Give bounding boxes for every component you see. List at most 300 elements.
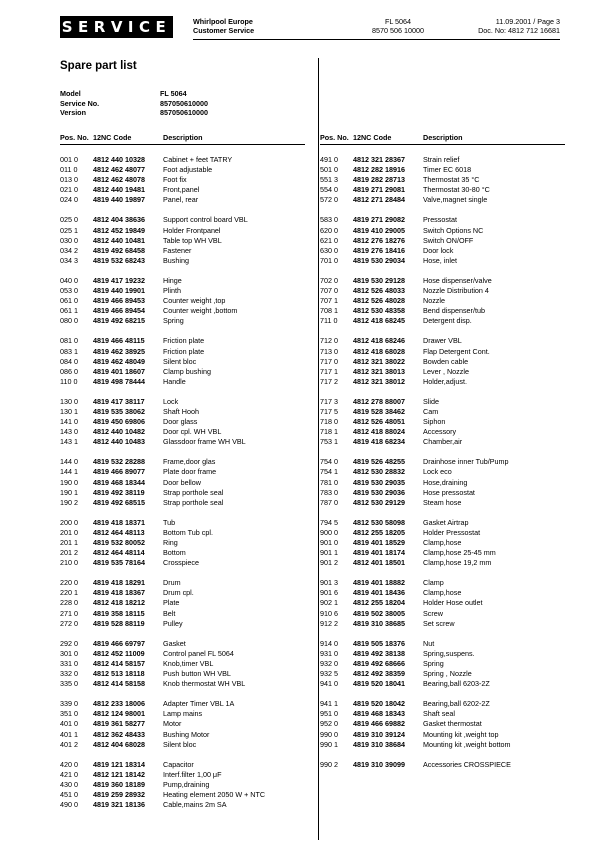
pos-number: 301 0	[60, 648, 78, 658]
pos-number: 941 1	[320, 699, 338, 709]
part-row	[60, 316, 310, 326]
pos-number: 901 1	[320, 548, 338, 558]
part-row	[60, 185, 310, 195]
part-row	[320, 538, 570, 548]
part-description: Drawer VBL	[423, 336, 462, 346]
pos-number: 702 0	[320, 275, 338, 285]
part-code: 4812 452 19849	[93, 225, 145, 235]
part-row	[320, 719, 570, 729]
part-code: 4819 418 68234	[353, 437, 405, 447]
part-description: Holder Hose outlet	[423, 598, 483, 608]
part-description: Holder,adjust.	[423, 376, 467, 386]
parts-group	[320, 155, 570, 205]
part-code: 4812 526 48028	[353, 296, 405, 306]
column-divider	[318, 58, 319, 840]
part-row	[60, 175, 310, 185]
part-description: Set screw	[423, 618, 455, 628]
column-header	[320, 133, 570, 143]
part-description: Belt	[163, 608, 176, 618]
part-code: 4819 462 48049	[93, 356, 145, 366]
part-row	[60, 377, 310, 387]
pos-number: 220 1	[60, 588, 78, 598]
part-code: 4812 418 68246	[353, 336, 405, 346]
part-row	[320, 679, 570, 689]
pos-number: 061 0	[60, 296, 78, 306]
part-description: Cam	[423, 406, 439, 416]
part-code: 4819 466 89454	[93, 306, 145, 316]
meta-value: 857050610000	[160, 108, 208, 117]
part-description: Clamp,hose 19,2 mm	[423, 558, 492, 568]
pos-number: 491 0	[320, 155, 338, 164]
pos-number: 620 0	[320, 225, 338, 235]
part-row	[320, 467, 570, 477]
part-code: 4819 401 18174	[353, 548, 405, 558]
part-row	[60, 679, 310, 689]
part-description: Steam hose	[423, 497, 462, 507]
part-row	[60, 256, 310, 266]
part-row	[320, 740, 570, 750]
part-row	[320, 175, 570, 185]
part-code: 4819 528 88119	[93, 618, 145, 628]
pos-number: 901 6	[320, 588, 338, 598]
part-code: 4812 321 38012	[353, 376, 405, 386]
pos-number: 551 3	[320, 175, 338, 185]
part-code: 4819 528 38462	[353, 406, 405, 416]
pos-number: 717 3	[320, 396, 338, 406]
part-code: 4812 464 48113	[93, 527, 145, 537]
parts-group	[60, 518, 310, 568]
part-row	[320, 195, 570, 205]
pos-number: 554 0	[320, 185, 338, 195]
pos-number: 718 1	[320, 427, 338, 437]
part-row	[60, 760, 310, 770]
part-row	[60, 528, 310, 538]
pos-number: 901 2	[320, 558, 338, 568]
part-row	[60, 226, 310, 236]
part-code: 4812 464 48114	[93, 548, 145, 558]
parts-group	[320, 336, 570, 386]
pos-number: 011 0	[60, 165, 78, 175]
part-description: Push button WH VBL	[163, 669, 231, 679]
part-row	[60, 437, 310, 447]
pos-number: 401 0	[60, 719, 78, 729]
pos-number: 141 0	[60, 417, 78, 427]
part-description: Interf.filter 1,00 μF	[163, 769, 222, 779]
part-description: Accessories CROSSPIECE	[423, 759, 511, 769]
part-code: 4819 505 18376	[353, 638, 405, 648]
part-description: Friction plate	[163, 346, 205, 356]
pos-number: 711 0	[320, 316, 338, 326]
part-code: 4819 532 28288	[93, 457, 145, 467]
part-description: Accessory	[423, 427, 457, 437]
part-code: 4819 530 29035	[353, 477, 405, 487]
part-row	[60, 609, 310, 619]
model-info	[60, 89, 208, 118]
part-row	[60, 336, 310, 346]
part-description: Mounting kit ,weight bottom	[423, 739, 511, 749]
part-description: Knob,timer VBL	[163, 658, 214, 668]
part-description: Detergent disp.	[423, 316, 472, 326]
pos-number: 086 0	[60, 366, 78, 376]
part-row	[320, 558, 570, 568]
part-description: Bushing	[163, 255, 189, 265]
part-code: 4812 418 88024	[353, 427, 405, 437]
part-description: Capacitor	[163, 759, 194, 769]
pos-number: 717 5	[320, 406, 338, 416]
part-code: 4819 310 38685	[353, 618, 405, 628]
parts-group	[320, 760, 570, 770]
part-row	[60, 578, 310, 588]
part-description: Siphon	[423, 417, 446, 427]
part-code: 4812 452 11009	[93, 648, 145, 658]
part-description: Clamp,hose 25-45 mm	[423, 548, 496, 558]
part-code: 4819 121 18314	[93, 759, 145, 769]
part-description: Ring	[163, 538, 178, 547]
date-page: 11.09.2001 / Page 3	[495, 17, 560, 26]
pos-number: 932 0	[320, 658, 338, 668]
part-description: Valve,magnet single	[423, 195, 488, 205]
part-description: Timer EC 6018	[423, 165, 472, 175]
parts-group	[320, 215, 570, 265]
part-row	[60, 740, 310, 750]
part-code: 4819 401 18529	[353, 538, 405, 547]
part-row	[320, 578, 570, 588]
part-code: 4812 276 18276	[353, 235, 405, 245]
part-code: 4812 526 48051	[353, 417, 405, 427]
part-code: 4812 440 10483	[93, 437, 145, 447]
part-description: Door cpl. WH VBL	[163, 427, 222, 437]
part-code: 4819 358 18115	[93, 608, 145, 618]
pos-number: 143 0	[60, 427, 78, 437]
part-description: Lever , Nozzle	[423, 366, 469, 376]
part-code: 4812 124 98001	[93, 709, 145, 719]
part-row	[60, 246, 310, 256]
part-description: Chamber,air	[423, 437, 463, 447]
pos-number: 712 0	[320, 336, 338, 346]
pos-number: 332 0	[60, 669, 78, 679]
part-code: 4812 530 58098	[353, 517, 405, 527]
pos-number: 201 1	[60, 538, 78, 547]
part-description: Gasket Airtrap	[423, 517, 469, 527]
pos-number: 272 0	[60, 618, 78, 628]
part-description: Bottom	[163, 548, 186, 558]
part-description: Bottom Tub cpl.	[163, 527, 213, 537]
part-description: Panel, rear	[163, 195, 199, 205]
part-description: Heating element 2050 W + NTC	[163, 789, 266, 799]
part-row	[320, 457, 570, 467]
parts-list-right	[320, 155, 570, 770]
part-description: Clamp bushing	[163, 366, 211, 376]
part-code: 4812 321 28367	[353, 155, 405, 164]
part-description: Clamp,hose	[423, 588, 462, 598]
header-rule	[60, 144, 305, 145]
parts-group	[60, 336, 310, 386]
pos-number: 630 0	[320, 245, 338, 255]
pos-number: 902 1	[320, 598, 338, 608]
pos-number: 932 5	[320, 669, 338, 679]
part-code: 4812 418 68245	[353, 316, 405, 326]
parts-group	[60, 639, 310, 689]
part-row	[320, 236, 570, 246]
pos-number: 910 6	[320, 608, 338, 618]
part-code: 4819 259 28932	[93, 789, 145, 799]
parts-group	[320, 639, 570, 689]
part-description: Nut	[423, 638, 435, 648]
part-code: 4819 360 18189	[93, 779, 145, 789]
pos-number: 952 0	[320, 719, 338, 729]
pos-number: 754 1	[320, 467, 338, 477]
pos-header: Pos. No.	[60, 133, 89, 142]
part-description: Pump,draining	[163, 779, 210, 789]
part-description: Friction plate	[163, 336, 205, 346]
part-row	[320, 730, 570, 740]
part-row	[60, 598, 310, 608]
part-code: 4812 462 48078	[93, 175, 145, 185]
part-description: Spring,suspens.	[423, 648, 475, 658]
part-code: 4819 466 69882	[353, 719, 405, 729]
part-code: 4819 492 68515	[93, 497, 145, 507]
part-description: Counter weight ,bottom	[163, 306, 238, 316]
part-row	[320, 548, 570, 558]
pos-number: 794 5	[320, 517, 338, 527]
part-description: Control panel FL 5064	[163, 648, 234, 658]
pos-number: 717 2	[320, 376, 338, 386]
part-code: 4819 466 48115	[93, 336, 145, 346]
pos-number: 430 0	[60, 779, 78, 789]
part-code: 4812 404 68028	[93, 739, 145, 749]
pos-number: 220 0	[60, 578, 78, 588]
part-row	[60, 498, 310, 508]
pos-header: Pos. No.	[320, 133, 349, 142]
part-code: 4812 278 88007	[353, 396, 405, 406]
pos-number: 061 1	[60, 306, 78, 316]
part-description: Spring , Nozzle	[423, 669, 472, 679]
parts-group	[320, 578, 570, 628]
pos-number: 941 0	[320, 679, 338, 689]
pos-number: 753 1	[320, 437, 338, 447]
pos-number: 707 0	[320, 286, 338, 296]
part-code: 4819 401 18436	[353, 588, 405, 598]
parts-column-left	[60, 133, 310, 820]
column-header	[60, 133, 310, 143]
pos-number: 190 0	[60, 477, 78, 487]
part-row	[60, 548, 310, 558]
part-code: 4819 310 38684	[353, 739, 405, 749]
part-code: 4819 282 28713	[353, 175, 405, 185]
part-description: Cable,mains 2m SA	[163, 800, 227, 810]
part-row	[320, 659, 570, 669]
pos-number: 931 0	[320, 648, 338, 658]
part-description: Bushing Motor	[163, 729, 210, 739]
parts-group	[320, 518, 570, 568]
part-description: Bearing,ball 6203-2Z	[423, 679, 490, 689]
part-code: 4819 450 69806	[93, 417, 145, 427]
part-description: Tub	[163, 517, 176, 527]
part-description: Shaft Hooh	[163, 406, 199, 416]
part-row	[60, 709, 310, 719]
part-row	[60, 639, 310, 649]
part-row	[320, 609, 570, 619]
part-row	[320, 316, 570, 326]
pos-number: 292 0	[60, 638, 78, 648]
header-service-no: 8570 506 10000	[372, 26, 424, 35]
part-code: 4819 532 68243	[93, 255, 145, 265]
part-description: Pressostat	[423, 215, 457, 225]
part-row	[320, 478, 570, 488]
part-description: Spring	[423, 658, 444, 668]
part-description: Door bellow	[163, 477, 201, 487]
pos-number: 081 0	[60, 336, 78, 346]
pos-number: 228 0	[60, 598, 78, 608]
part-row	[320, 417, 570, 427]
parts-group	[320, 276, 570, 326]
part-description: Silent bloc	[163, 356, 197, 366]
pos-number: 190 1	[60, 487, 78, 497]
part-description: Crosspiece	[163, 558, 199, 568]
part-code: 4819 535 78164	[93, 558, 145, 568]
page-header	[60, 15, 560, 39]
pos-number: 901 3	[320, 578, 338, 588]
part-code: 4819 530 29128	[353, 275, 405, 285]
part-description: Hose dispenser/valve	[423, 275, 492, 285]
part-row	[320, 528, 570, 538]
part-code: 4812 440 10481	[93, 235, 145, 245]
part-row	[320, 165, 570, 175]
part-description: Strap porthole seal	[163, 487, 224, 497]
part-row	[320, 498, 570, 508]
pos-number: 144 1	[60, 467, 78, 477]
part-row	[320, 155, 570, 165]
part-row	[60, 296, 310, 306]
pos-number: 421 0	[60, 769, 78, 779]
part-description: Plinth	[163, 286, 181, 296]
pos-number: 912 2	[320, 618, 338, 628]
code-header: 12NC Code	[353, 133, 392, 142]
pos-number: 013 0	[60, 175, 78, 185]
part-description: Mounting kit ,weight top	[423, 729, 499, 739]
part-row	[60, 286, 310, 296]
part-row	[60, 357, 310, 367]
pos-number: 083 1	[60, 346, 78, 356]
part-code: 4819 410 29005	[353, 225, 405, 235]
meta-value: 857050610000	[160, 98, 208, 108]
pos-number: 021 0	[60, 185, 78, 195]
pos-number: 718 0	[320, 417, 338, 427]
part-description: Spring	[163, 316, 184, 326]
part-description: Glassdoor frame WH VBL	[163, 437, 246, 447]
part-description: Thermostat 35 °C	[423, 175, 480, 185]
pos-number: 144 0	[60, 457, 78, 467]
part-row	[320, 185, 570, 195]
part-code: 4819 492 38138	[353, 648, 405, 658]
pos-number: 951 0	[320, 709, 338, 719]
doc-block	[478, 17, 560, 35]
part-code: 4812 404 38636	[93, 215, 145, 225]
part-code: 4812 321 38022	[353, 356, 405, 366]
parts-group	[320, 457, 570, 507]
part-code: 4819 502 38005	[353, 608, 405, 618]
pos-number: 901 0	[320, 538, 338, 547]
part-description: Holder Frontpanel	[163, 225, 221, 235]
part-description: Pulley	[163, 618, 183, 628]
part-description: Front,panel	[163, 185, 200, 195]
parts-group	[60, 760, 310, 810]
part-description: Frame,door glas	[163, 457, 216, 467]
part-row	[60, 427, 310, 437]
part-code: 4812 121 18142	[93, 769, 145, 779]
pos-number: 572 0	[320, 195, 338, 205]
part-description: Hose,draining	[423, 477, 468, 487]
part-code: 4819 492 68666	[353, 658, 405, 668]
part-code: 4819 310 39124	[353, 729, 405, 739]
part-row	[60, 397, 310, 407]
part-code: 4819 417 19232	[93, 275, 145, 285]
pos-number: 713 0	[320, 346, 338, 356]
code-header: 12NC Code	[93, 133, 132, 142]
part-description: Door lock	[423, 245, 454, 255]
part-code: 4819 401 18882	[353, 578, 405, 588]
part-row	[60, 518, 310, 528]
part-row	[320, 437, 570, 447]
part-code: 4819 361 58277	[93, 719, 145, 729]
version-row	[60, 108, 208, 118]
part-description: Hose pressostat	[423, 487, 475, 497]
part-code: 4812 233 18006	[93, 699, 145, 709]
pos-number: 271 0	[60, 608, 78, 618]
pos-number: 080 0	[60, 316, 78, 326]
part-code: 4812 530 29129	[353, 497, 405, 507]
parts-column-right	[320, 133, 570, 780]
part-code: 4819 418 18367	[93, 588, 145, 598]
part-code: 4819 492 68215	[93, 316, 145, 326]
pos-number: 401 2	[60, 739, 78, 749]
part-description: Switch Options NC	[423, 225, 484, 235]
part-code: 4812 530 28832	[353, 467, 405, 477]
part-description: Drum	[163, 578, 181, 588]
part-row	[320, 427, 570, 437]
pos-number: 201 0	[60, 527, 78, 537]
pos-number: 990 2	[320, 759, 338, 769]
pos-number: 783 0	[320, 487, 338, 497]
part-row	[320, 256, 570, 266]
part-code: 4819 466 69797	[93, 638, 145, 648]
part-row	[60, 699, 310, 709]
part-code: 4819 417 38117	[93, 396, 145, 406]
pos-number: 754 0	[320, 457, 338, 467]
part-code: 4819 276 18416	[353, 245, 405, 255]
part-description: Lamp mains	[163, 709, 203, 719]
part-row	[60, 800, 310, 810]
part-row	[60, 417, 310, 427]
desc-header: Description	[423, 133, 463, 142]
part-code: 4812 414 58158	[93, 679, 145, 689]
part-row	[320, 357, 570, 367]
part-code: 4812 414 58157	[93, 658, 145, 668]
part-description: Lock	[163, 396, 179, 406]
part-code: 4812 282 18916	[353, 165, 405, 175]
part-row	[60, 347, 310, 357]
part-code: 4812 513 18118	[93, 669, 145, 679]
part-code: 4819 526 48255	[353, 457, 405, 467]
part-description: Fastener	[163, 245, 192, 255]
model-row	[60, 89, 208, 99]
part-description: Strap porthole seal	[163, 497, 224, 507]
part-row	[320, 407, 570, 417]
part-row	[60, 730, 310, 740]
part-description: Screw	[423, 608, 443, 618]
part-description: Gasket	[163, 638, 186, 648]
part-code: 4819 321 18136	[93, 800, 145, 810]
